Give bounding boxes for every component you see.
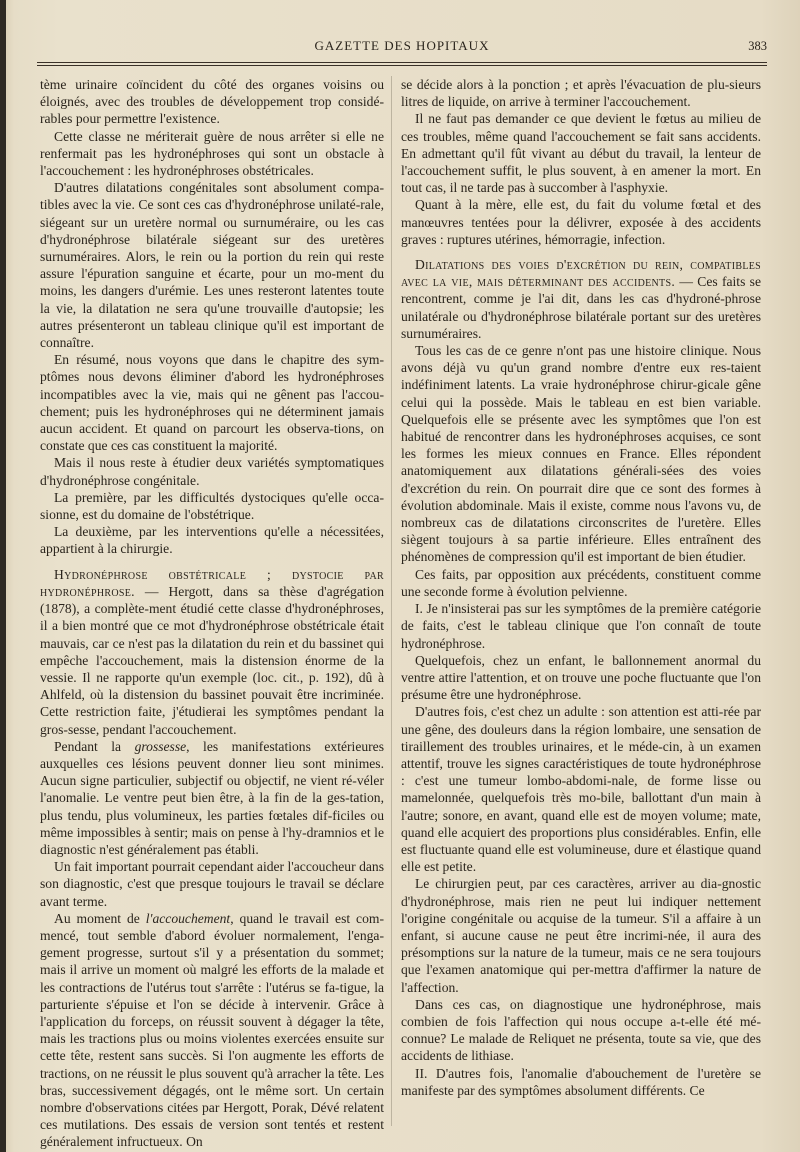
- text-run: Au moment de: [54, 910, 146, 926]
- paragraph: Ces faits, par opposition aux précédents, constituent comme une seconde forme à évolution pelvienne.: [401, 566, 761, 599]
- paragraph: tème urinaire coïncident du côté des organes voisins ou éloignés, avec des troubles de développement trop considé-rables pour permettre l'existence.: [40, 77, 384, 127]
- paragraph: La deuxième, par les interventions qu'elle a nécessitées, appartient à la chirurgie.: [40, 524, 384, 557]
- page-header: [37, 38, 767, 60]
- paragraph: Cette classe ne mériterait guère de nous arrêter si elle ne renfermait pas les hydronéphroses qui sont un obstacle à l'accouchement : les hydronéphroses obstétricales.: [40, 128, 384, 179]
- paragraph: Mais il nous reste à étudier deux variétés symptomatiques d'hydronéphrose congénitale.: [40, 455, 384, 488]
- header-rule-top: [37, 62, 767, 63]
- paragraph: Dans ces cas, on diagnostique une hydronéphrose, mais combien de fois l'affection qui nous occupe a-t-elle été mé-connue? Le malade de Reliquet ne présenta, toute sa vie, que des accidents de lithiase.: [401, 996, 761, 1064]
- section-paragraph: [40, 566, 384, 738]
- text-run: , quand le travail est com-mencé, tout semble d'abord évoluer normalement, l'enga-gement progresse, surtout s'il y a présentation du sommet; mais il arrive un moment où malgré les efforts de la malade et les contractions de l'utérus tout s'arrête : l'utérus se fa-tigue, la parturiente s'épuise et l'on se décide à intervenir. Grâce à l'application du forceps, on réussit souvent à dégager la tête, mais les tractions plus ou moins violentes exercées ensuite sur cette tête, restent sans succès. Si l'on augmente les efforts de tractions, on ne réussit le plus souvent qu'à arracher la tête. Les bras, successivement dégagés, ont le même sort. Un certain nombre d'observations citées par Hergott, Porak, Dévé relatent ces mutilations. Des essais de version sont tentés et restent généralement infructueux. On: [40, 910, 384, 1150]
- italic-term: grossesse: [134, 738, 187, 754]
- paragraph: II. D'autres fois, l'anomalie d'abouchement de l'uretère se manifeste par des symptômes absolument différents. Ce: [401, 1065, 761, 1098]
- section-heading: Dilatations des voies d'excrétion du rein, compatibles avec la vie, mais déterminant des accidents.: [401, 257, 761, 290]
- left-column: [40, 76, 384, 1151]
- text-run: , les manifestations extérieures auxquelles ces lésions peuvent donner lieu sont minimes. Aucun signe particulier, subjectif ou objectif, ne vient ré-véler l'anomalie. Le ventre peut bien être, à la fin de la ges-tation, plus tendu, plus volumineux, les parties fœtales dif-ficiles ou même impossibles à sentir; mais on pense à l'hy-dramnios et le diagnostic n'est généralement pas établi.: [40, 738, 384, 857]
- page-binding-edge: [0, 0, 6, 1152]
- paragraph: [40, 910, 384, 1151]
- section-paragraph: [401, 256, 761, 342]
- column-divider: [391, 76, 392, 1126]
- paragraph: I. Je n'insisterai pas sur les symptômes de la première catégorie de faits, c'est le tableau clinique que l'on connaît de toute hydronéphrose.: [401, 601, 761, 651]
- paragraph: D'autres fois, c'est chez un adulte : son attention est atti-rée par une gêne, des douleurs dans la région lombaire, une sensation de tiraillement des troubles urinaires, et le méde-cin, à un examen attentif, trouve les signes caractéristiques de toute hydronéphrose : c'est une tumeur lombo-abdomi-nale, de forme lisse ou mamelonnée, quelquefois très mo-bile, ballottant d'un main à l'autre; sonore, en avant, quand elle est de moyen volume; mate, quand elle acquiert des proportions plus considérables. Enfin, elle est fluctuante quand elle est volumineuse, dure et élastique quand elle est petite.: [401, 704, 761, 875]
- paragraph: Le chirurgien peut, par ces caractères, arriver au dia-gnostic d'hydronéphrose, mais rien ne peut lui indiquer nettement l'origine congénitale ou acquise de la tumeur. S'il a affaire à un enfant, si aucune cause ne peut être incrimi-née, il aura des présomptions sur la nature de la tumeur, mais ce ne sera toujours que l'examen anatomique qui per-mettra d'affirmer la nature de l'affection.: [401, 876, 761, 995]
- paragraph: Quelquefois, chez un enfant, le ballonnement anormal du ventre attire l'attention, et on trouve une poche fluctuante que l'on présume être une hydronéphrose.: [401, 652, 761, 703]
- paragraph: En résumé, nous voyons que dans le chapitre des sym-ptômes nous devons éliminer d'abord les hydronéphroses incompatibles avec la vie, mais qui ne gênent pas l'accou-chement; puis les hydronéphroses qui ne déterminent jamais aucun accident. Et quand on parcourt les observa-tions, on constate que ces cas constituent la majorité.: [40, 352, 384, 454]
- paragraph: Quant à la mère, elle est, du fait du volume fœtal et des manœuvres tentées pour la délivrer, exposée à des accidents graves : ruptures utérines, hémorragie, infection.: [401, 197, 761, 247]
- section-heading: Hydronéphrose obstétricale ; dystocie par hydronéphrose.: [40, 566, 384, 599]
- header-rule-bottom: [37, 65, 767, 66]
- paragraph: Tous les cas de ce genre n'ont pas une histoire clinique. Nous avons déjà vu qu'un grand nombre d'entre eux res-taient indéfiniment latents. La vraie hydronéphrose chirur-gicale gêne celui qui la possède. Mais le tableau en est bien variable. Quelquefois elle se présente avec les symptômes que l'on est habitué de rencontrer dans les hydronéphroses acquises, ce sont les formes les mieux connues en France. Elles répondent anatomiquement aux dilatations générali-sées des voies d'excrétion du rein. On pourrait dire que ce sont des formes à évolution abdominale. Mais il existe, comme nous l'avons vu, de nombreux cas de dilatations circonscrites de l'uretère. Elles siègent toujours à sa partie inférieure. Elles entraînent des phénomènes de compression qu'il est important de bien étudier.: [401, 343, 761, 565]
- right-column: [401, 76, 761, 1099]
- italic-term: l'accouchement: [145, 910, 231, 926]
- paragraph-body: — Ces faits se rencontrent, comme je l'ai dit, dans les cas d'hydroné-phrose unilatérale ou d'hydronéphrose bilatérale portant sur des uretères surnuméraires.: [401, 274, 761, 341]
- paragraph: [40, 738, 384, 858]
- paragraph: Il ne faut pas demander ce que devient le fœtus au milieu de ces troubles, même quand l'accouchement se fait sans accidents. En admettant qu'il fût vivant au début du travail, la lenteur de l'accouchement suffit, le plus souvent, à en amener la mort. En tout cas, il ne tarde pas à succomber à l'asphyxie.: [401, 111, 761, 196]
- paragraph: Un fait important pourrait cependant aider l'accoucheur dans son diagnostic, c'est que presque toujours le travail se déclare avant terme.: [40, 859, 384, 909]
- paragraph: D'autres dilatations congénitales sont absolument compa-tibles avec la vie. Ce sont ces cas d'hydronéphrose unilaté-rale, siégeant sur un uretère normal ou surnuméraire, ou les cas d'hydronéphrose bilatérale siégeant sur des uretères surnuméraires. Alors, le rein ou la portion du rein qui reste assure l'épuration sanguine et écarte, pour un mo-ment du moins, les dangers d'urémie. Les unes resteront latentes toute la vie, la dilatation ne sera qu'une trouvaille d'autopsie; les autres présenteront un tableau clinique qu'il est important de connaître.: [40, 180, 384, 351]
- page-number: 383: [748, 39, 767, 53]
- paragraph: La première, par les difficultés dystociques qu'elle occa-sionne, est du domaine de l'obstétrique.: [40, 489, 384, 523]
- paragraph: se décide alors à la ponction ; et après l'évacuation de plu-sieurs litres de liquide, on arrive à terminer l'accouchement.: [401, 77, 761, 110]
- running-title: GAZETTE DES HOPITAUX: [314, 38, 490, 53]
- paragraph-body: — Hergott, dans sa thèse d'agrégation (1878), a complète-ment étudié cette classe d'hydronéphroses, il a bien montré que ce mot d'hydronéphrose obstétricale était mauvais, car ce n'est pas la dilatation du rein et du bassinet qui empêche l'accouchement, mais la distension énorme de la vessie. Il ne rapporte qu'un exemple (loc. cit., p. 192), dû à Ahlfeld, où la distension du bassinet pouvait être incriminée. Cette restriction faite, j'étudierai les symptômes pendant la gros-sesse, pendant l'accouchement.: [40, 583, 384, 737]
- text-run: Pendant la: [54, 738, 135, 754]
